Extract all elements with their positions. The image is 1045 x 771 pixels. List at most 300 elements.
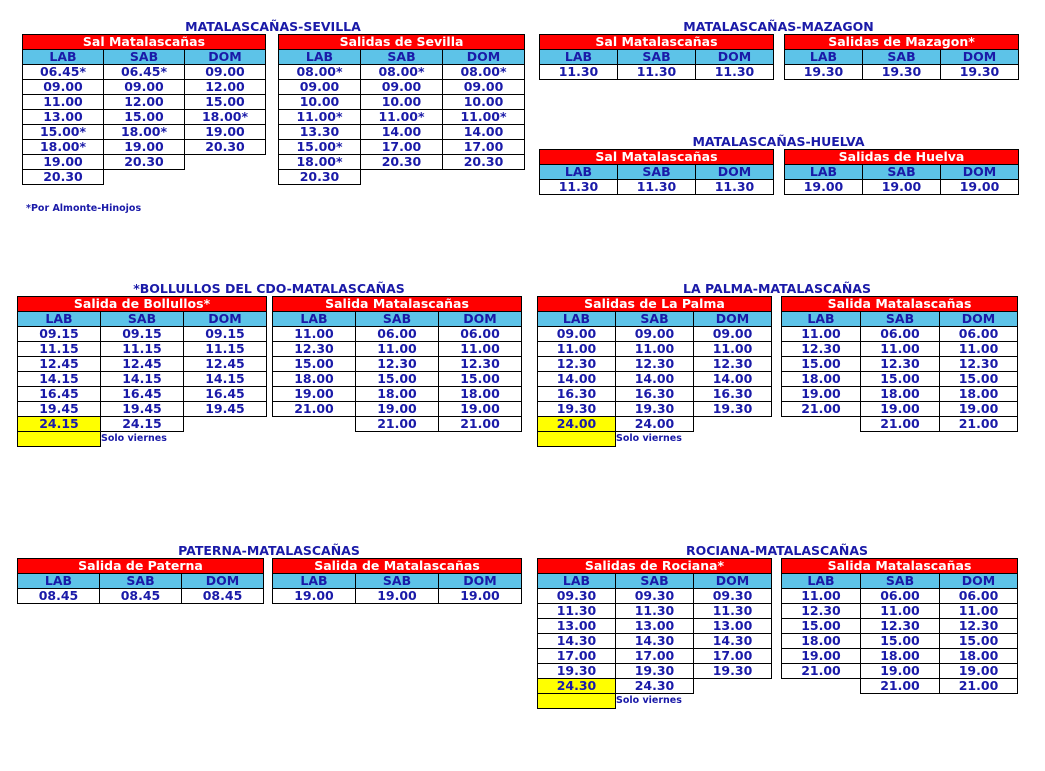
table-row bbox=[538, 417, 772, 432]
table-row bbox=[538, 387, 772, 402]
cell: 21.00 bbox=[940, 679, 1018, 694]
cell: 18.00* bbox=[104, 125, 185, 140]
cell: 11.00 bbox=[861, 342, 940, 357]
cell: 11.30 bbox=[540, 180, 618, 195]
cell: 11.00 bbox=[616, 342, 694, 357]
cell-friday: 24.00 bbox=[538, 417, 616, 432]
table-row bbox=[279, 140, 525, 155]
table-header: Sal Matalascañas bbox=[540, 150, 774, 165]
timetable-left bbox=[539, 149, 774, 195]
col-lab: LAB bbox=[538, 312, 616, 327]
col-sab: SAB bbox=[863, 50, 941, 65]
col-lab: LAB bbox=[18, 574, 100, 589]
table-row bbox=[782, 402, 1018, 417]
table-header: Salida de Paterna bbox=[18, 559, 264, 574]
empty-cell bbox=[694, 432, 772, 447]
col-sab: SAB bbox=[104, 50, 185, 65]
col-dom: DOM bbox=[941, 165, 1019, 180]
cell: 15.00 bbox=[273, 357, 356, 372]
table-row bbox=[785, 180, 1019, 195]
cell: 21.00 bbox=[782, 402, 861, 417]
table-row bbox=[273, 327, 522, 342]
cell: 09.30 bbox=[616, 589, 694, 604]
table-row bbox=[782, 634, 1018, 649]
table-row bbox=[273, 589, 522, 604]
table-row bbox=[279, 80, 525, 95]
table-row bbox=[23, 95, 266, 110]
block-title: MATALASCAÑAS-HUELVA bbox=[692, 134, 865, 149]
table-row bbox=[782, 342, 1018, 357]
cell: 18.00 bbox=[439, 387, 522, 402]
cell: 08.00* bbox=[279, 65, 361, 80]
cell: 19.45 bbox=[18, 402, 101, 417]
cell: 17.00 bbox=[361, 140, 443, 155]
cell: 10.00 bbox=[443, 95, 525, 110]
cell: 06.00 bbox=[439, 327, 522, 342]
empty-cell bbox=[361, 170, 443, 185]
cell: 16.30 bbox=[694, 387, 772, 402]
block-bollullos bbox=[17, 280, 521, 465]
column-header-row bbox=[273, 574, 522, 589]
cell: 11.00* bbox=[361, 110, 443, 125]
table-row bbox=[538, 432, 772, 447]
cell: 08.00* bbox=[443, 65, 525, 80]
cell: 09.30 bbox=[538, 589, 616, 604]
cell: 09.15 bbox=[101, 327, 184, 342]
cell-friday: 24.15 bbox=[18, 417, 101, 432]
table-row bbox=[18, 357, 267, 372]
timetable-left bbox=[17, 296, 267, 447]
cell: 19.45 bbox=[101, 402, 184, 417]
empty-cell bbox=[443, 170, 525, 185]
empty-cell bbox=[184, 432, 267, 447]
timetable-left bbox=[537, 558, 772, 709]
cell: 14.30 bbox=[538, 634, 616, 649]
cell: 09.00 bbox=[23, 80, 104, 95]
col-lab: LAB bbox=[538, 574, 616, 589]
cell: 21.00 bbox=[861, 417, 940, 432]
table-row bbox=[538, 357, 772, 372]
table-header: Salidas de La Palma bbox=[538, 297, 772, 312]
table-row bbox=[540, 65, 774, 80]
cell: 12.30 bbox=[538, 357, 616, 372]
cell: 16.45 bbox=[18, 387, 101, 402]
col-sab: SAB bbox=[861, 312, 940, 327]
cell: 19.00 bbox=[861, 664, 940, 679]
cell: 19.00 bbox=[439, 589, 522, 604]
cell: 15.00 bbox=[861, 634, 940, 649]
table-header: Sal Matalascañas bbox=[23, 35, 266, 50]
block-mazagon bbox=[539, 18, 1018, 88]
empty-cell bbox=[694, 417, 772, 432]
cell: 12.30 bbox=[616, 357, 694, 372]
col-sab: SAB bbox=[356, 312, 439, 327]
cell: 19.30 bbox=[863, 65, 941, 80]
cell: 12.30 bbox=[940, 357, 1018, 372]
empty-cell bbox=[694, 679, 772, 694]
cell: 11.30 bbox=[618, 180, 696, 195]
cell: 18.00 bbox=[940, 649, 1018, 664]
cell: 13.30 bbox=[279, 125, 361, 140]
cell: 20.30 bbox=[23, 170, 104, 185]
cell: 09.15 bbox=[18, 327, 101, 342]
cell: 10.00 bbox=[279, 95, 361, 110]
cell: 21.00 bbox=[273, 402, 356, 417]
table-row bbox=[782, 387, 1018, 402]
cell: 15.00* bbox=[23, 125, 104, 140]
block-paterna bbox=[17, 542, 521, 612]
cell: 12.45 bbox=[101, 357, 184, 372]
col-dom: DOM bbox=[443, 50, 525, 65]
cell: 11.15 bbox=[18, 342, 101, 357]
table-header: Salidas de Sevilla bbox=[279, 35, 525, 50]
timetable-right bbox=[272, 558, 522, 604]
table-row bbox=[782, 664, 1018, 679]
column-header-row bbox=[785, 50, 1019, 65]
cell: 19.30 bbox=[538, 402, 616, 417]
cell: 11.15 bbox=[184, 342, 267, 357]
table-row bbox=[273, 387, 522, 402]
cell: 12.30 bbox=[782, 342, 861, 357]
table-row bbox=[279, 95, 525, 110]
legend-label: Solo viernes bbox=[616, 433, 682, 445]
col-dom: DOM bbox=[439, 312, 522, 327]
column-header-row bbox=[785, 165, 1019, 180]
cell: 20.30 bbox=[361, 155, 443, 170]
table-row bbox=[279, 65, 525, 80]
block-title: ROCIANA-MATALASCAÑAS bbox=[685, 543, 869, 558]
cell: 20.30 bbox=[279, 170, 361, 185]
cell: 14.15 bbox=[18, 372, 101, 387]
cell: 21.00 bbox=[782, 664, 861, 679]
cell: 19.00 bbox=[940, 664, 1018, 679]
table-row bbox=[538, 634, 772, 649]
table-row bbox=[23, 65, 266, 80]
col-lab: LAB bbox=[785, 50, 863, 65]
cell: 19.00 bbox=[940, 402, 1018, 417]
block-title: *BOLLULLOS DEL CDO-MATALASCAÑAS bbox=[133, 281, 405, 296]
table-row bbox=[538, 402, 772, 417]
table-row bbox=[279, 170, 525, 185]
cell: 19.00 bbox=[273, 387, 356, 402]
cell: 13.00 bbox=[616, 619, 694, 634]
col-sab: SAB bbox=[361, 50, 443, 65]
column-header-row bbox=[538, 574, 772, 589]
col-dom: DOM bbox=[694, 312, 772, 327]
cell: 20.30 bbox=[104, 155, 185, 170]
cell: 09.00 bbox=[104, 80, 185, 95]
cell: 12.30 bbox=[861, 357, 940, 372]
cell: 11.30 bbox=[696, 180, 774, 195]
cell: 19.45 bbox=[184, 402, 267, 417]
col-lab: LAB bbox=[273, 312, 356, 327]
cell: 14.00 bbox=[361, 125, 443, 140]
table-row bbox=[538, 589, 772, 604]
cell: 11.00* bbox=[279, 110, 361, 125]
col-lab: LAB bbox=[782, 312, 861, 327]
timetable-right bbox=[278, 34, 525, 185]
cell: 15.00 bbox=[104, 110, 185, 125]
table-row bbox=[538, 649, 772, 664]
column-header-row bbox=[540, 165, 774, 180]
cell: 18.00 bbox=[273, 372, 356, 387]
cell: 11.00 bbox=[694, 342, 772, 357]
table-row bbox=[538, 327, 772, 342]
cell: 15.00 bbox=[185, 95, 266, 110]
cell: 19.00 bbox=[782, 649, 861, 664]
legend-label: Solo viernes bbox=[616, 695, 682, 707]
cell: 14.15 bbox=[184, 372, 267, 387]
block-title: MATALASCAÑAS-MAZAGON bbox=[683, 19, 874, 34]
cell: 20.30 bbox=[443, 155, 525, 170]
timetable-right bbox=[781, 558, 1018, 694]
table-row bbox=[18, 342, 267, 357]
table-row bbox=[782, 604, 1018, 619]
table-row bbox=[18, 402, 267, 417]
table-row bbox=[782, 372, 1018, 387]
timetable-right bbox=[781, 296, 1018, 432]
column-header-row bbox=[782, 312, 1018, 327]
cell: 12.30 bbox=[356, 357, 439, 372]
cell: 15.00 bbox=[940, 372, 1018, 387]
cell: 19.30 bbox=[694, 402, 772, 417]
timetable-right bbox=[272, 296, 522, 432]
table-row bbox=[273, 417, 522, 432]
cell: 15.00* bbox=[279, 140, 361, 155]
cell: 18.00 bbox=[861, 649, 940, 664]
cell: 19.00 bbox=[941, 180, 1019, 195]
cell: 15.00 bbox=[782, 357, 861, 372]
column-header-row bbox=[23, 50, 266, 65]
cell: 19.00 bbox=[104, 140, 185, 155]
cell: 19.30 bbox=[538, 664, 616, 679]
cell: 11.00 bbox=[861, 604, 940, 619]
cell: 09.00 bbox=[694, 327, 772, 342]
col-lab: LAB bbox=[273, 574, 356, 589]
col-dom: DOM bbox=[696, 50, 774, 65]
cell: 19.00 bbox=[782, 387, 861, 402]
cell: 06.00 bbox=[861, 327, 940, 342]
legend-label: Solo viernes bbox=[101, 433, 167, 445]
table-row bbox=[782, 619, 1018, 634]
col-lab: LAB bbox=[540, 50, 618, 65]
table-row bbox=[18, 327, 267, 342]
col-dom: DOM bbox=[694, 574, 772, 589]
cell: 11.00 bbox=[940, 342, 1018, 357]
cell: 11.30 bbox=[616, 604, 694, 619]
timetable-left bbox=[539, 34, 774, 80]
cell: 10.00 bbox=[361, 95, 443, 110]
cell: 11.30 bbox=[540, 65, 618, 80]
cell: 14.15 bbox=[101, 372, 184, 387]
cell: 15.00 bbox=[439, 372, 522, 387]
cell: 09.00 bbox=[616, 327, 694, 342]
cell: 16.30 bbox=[616, 387, 694, 402]
table-row bbox=[23, 125, 266, 140]
cell: 09.00 bbox=[443, 80, 525, 95]
cell: 08.45 bbox=[18, 589, 100, 604]
table-header: Salidas de Huelva bbox=[785, 150, 1019, 165]
block-title: LA PALMA-MATALASCAÑAS bbox=[683, 281, 871, 296]
col-dom: DOM bbox=[185, 50, 266, 65]
table-row bbox=[273, 342, 522, 357]
table-row bbox=[782, 327, 1018, 342]
table-row bbox=[273, 402, 522, 417]
cell: 18.00 bbox=[940, 387, 1018, 402]
table-row bbox=[540, 180, 774, 195]
col-dom: DOM bbox=[439, 574, 522, 589]
table-row bbox=[23, 170, 266, 185]
col-sab: SAB bbox=[100, 574, 182, 589]
table-row bbox=[279, 125, 525, 140]
table-row bbox=[538, 679, 772, 694]
cell: 08.45 bbox=[182, 589, 264, 604]
cell: 06.00 bbox=[356, 327, 439, 342]
column-header-row bbox=[279, 50, 525, 65]
cell: 19.00 bbox=[861, 402, 940, 417]
table-row bbox=[23, 110, 266, 125]
cell: 09.00 bbox=[279, 80, 361, 95]
cell: 12.45 bbox=[18, 357, 101, 372]
cell: 16.30 bbox=[538, 387, 616, 402]
empty-cell bbox=[273, 417, 356, 432]
cell: 11.00 bbox=[23, 95, 104, 110]
cell: 11.00 bbox=[782, 327, 861, 342]
cell: 19.30 bbox=[616, 402, 694, 417]
table-row bbox=[785, 65, 1019, 80]
table-row bbox=[782, 589, 1018, 604]
cell: 21.00 bbox=[439, 417, 522, 432]
table-header: Salidas de Mazagon* bbox=[785, 35, 1019, 50]
empty-cell bbox=[782, 679, 861, 694]
cell: 08.00* bbox=[361, 65, 443, 80]
cell: 19.00 bbox=[863, 180, 941, 195]
cell: 19.00 bbox=[356, 589, 439, 604]
cell-friday: 24.30 bbox=[538, 679, 616, 694]
cell: 18.00* bbox=[23, 140, 104, 155]
cell: 11.30 bbox=[694, 604, 772, 619]
table-row bbox=[18, 372, 267, 387]
column-header-row bbox=[540, 50, 774, 65]
cell: 19.00 bbox=[23, 155, 104, 170]
cell: 15.00 bbox=[940, 634, 1018, 649]
cell: 06.00 bbox=[940, 327, 1018, 342]
cell: 19.00 bbox=[185, 125, 266, 140]
col-lab: LAB bbox=[540, 165, 618, 180]
col-sab: SAB bbox=[356, 574, 439, 589]
cell: 12.00 bbox=[104, 95, 185, 110]
col-dom: DOM bbox=[696, 165, 774, 180]
cell: 24.30 bbox=[616, 679, 694, 694]
table-row bbox=[273, 357, 522, 372]
table-row bbox=[538, 664, 772, 679]
cell: 17.00 bbox=[538, 649, 616, 664]
block-huelva bbox=[539, 133, 1018, 203]
cell: 11.00 bbox=[940, 604, 1018, 619]
cell: 14.00 bbox=[443, 125, 525, 140]
col-lab: LAB bbox=[18, 312, 101, 327]
cell: 19.30 bbox=[616, 664, 694, 679]
cell: 15.00 bbox=[782, 619, 861, 634]
col-dom: DOM bbox=[184, 312, 267, 327]
empty-cell bbox=[185, 155, 266, 170]
cell: 11.00 bbox=[356, 342, 439, 357]
cell: 12.30 bbox=[273, 342, 356, 357]
cell: 18.00* bbox=[279, 155, 361, 170]
empty-cell bbox=[104, 170, 185, 185]
cell: 09.15 bbox=[184, 327, 267, 342]
col-lab: LAB bbox=[279, 50, 361, 65]
table-header: Sal Matalascañas bbox=[540, 35, 774, 50]
cell: 19.30 bbox=[694, 664, 772, 679]
cell: 24.00 bbox=[616, 417, 694, 432]
table-row bbox=[782, 649, 1018, 664]
table-row bbox=[538, 619, 772, 634]
column-header-row bbox=[18, 312, 267, 327]
cell: 19.30 bbox=[785, 65, 863, 80]
timetable-left bbox=[537, 296, 772, 447]
cell: 19.30 bbox=[941, 65, 1019, 80]
col-sab: SAB bbox=[863, 165, 941, 180]
column-header-row bbox=[273, 312, 522, 327]
col-sab: SAB bbox=[861, 574, 940, 589]
cell: 13.00 bbox=[694, 619, 772, 634]
cell: 18.00 bbox=[356, 387, 439, 402]
cell: 09.00 bbox=[361, 80, 443, 95]
table-row bbox=[538, 694, 772, 709]
col-sab: SAB bbox=[618, 50, 696, 65]
timetable-right bbox=[784, 149, 1019, 195]
timetable-left bbox=[17, 558, 264, 604]
col-dom: DOM bbox=[182, 574, 264, 589]
block-title: MATALASCAÑAS-SEVILLA bbox=[185, 19, 361, 34]
block-lapalma bbox=[537, 280, 1017, 465]
timetable-right bbox=[784, 34, 1019, 80]
cell: 21.00 bbox=[861, 679, 940, 694]
cell: 18.00* bbox=[185, 110, 266, 125]
column-header-row bbox=[538, 312, 772, 327]
cell: 19.00 bbox=[356, 402, 439, 417]
cell: 14.30 bbox=[616, 634, 694, 649]
block-rociana bbox=[537, 542, 1017, 727]
cell: 12.30 bbox=[861, 619, 940, 634]
cell: 09.30 bbox=[694, 589, 772, 604]
cell: 11.00 bbox=[273, 327, 356, 342]
table-row bbox=[279, 155, 525, 170]
table-header: Salida Matalascañas bbox=[782, 297, 1018, 312]
table-header: Salida Matalascañas bbox=[782, 559, 1018, 574]
cell: 18.00 bbox=[782, 372, 861, 387]
col-lab: LAB bbox=[782, 574, 861, 589]
cell: 17.00 bbox=[694, 649, 772, 664]
table-row bbox=[18, 387, 267, 402]
cell: 11.00* bbox=[443, 110, 525, 125]
cell: 13.00 bbox=[538, 619, 616, 634]
cell: 11.30 bbox=[538, 604, 616, 619]
cell: 13.00 bbox=[23, 110, 104, 125]
column-header-row bbox=[782, 574, 1018, 589]
cell: 12.30 bbox=[694, 357, 772, 372]
table-header: Salida de Bollullos* bbox=[18, 297, 267, 312]
empty-cell bbox=[694, 694, 772, 709]
col-dom: DOM bbox=[940, 574, 1018, 589]
cell: 06.00 bbox=[861, 589, 940, 604]
table-row bbox=[782, 679, 1018, 694]
cell: 11.15 bbox=[101, 342, 184, 357]
cell: 06.00 bbox=[940, 589, 1018, 604]
table-row bbox=[23, 80, 266, 95]
cell: 14.30 bbox=[694, 634, 772, 649]
